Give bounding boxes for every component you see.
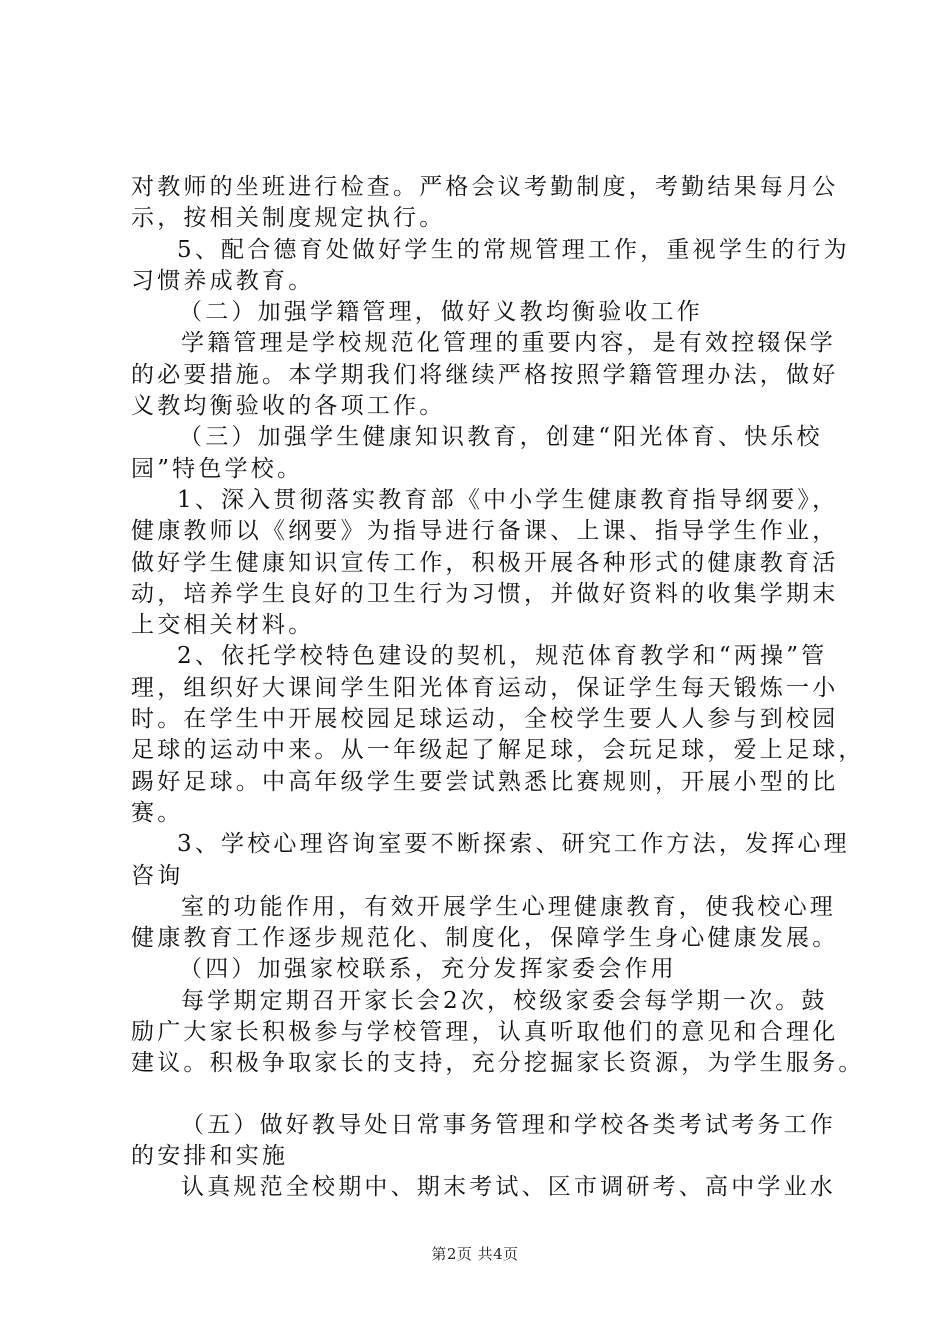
text-line: 认真规范全校期中、期末考试、区市调研考、高中学业水 xyxy=(181,1174,836,1201)
text-line: 2、依托学校特色建设的契机，规范体育教学和“两操”管 xyxy=(177,643,828,670)
page-footer xyxy=(0,1243,950,1264)
text-line: 健康教师以《纲要》为指导进行备课、上课、指导学生作业， xyxy=(131,518,839,545)
document-body xyxy=(131,172,865,1204)
section-heading: （二）加强学籍管理，做好义教均衡验收工作 xyxy=(179,299,703,326)
text-line: 义教均衡验收的各项工作。 xyxy=(131,393,446,420)
text-line: 园”特色学校。 xyxy=(131,455,304,482)
text-line: 1、深入贯彻落实教育部《中小学生健康教育指导纲要》， xyxy=(177,486,839,513)
text-line: 对教师的坐班进行检查。严格会议考勤制度，考勤结果每月公 xyxy=(131,174,839,200)
text-line: 室的功能作用，有效开展学生心理健康教育，使我校心理 xyxy=(181,893,836,920)
text-line: 咨询 xyxy=(131,862,184,889)
text-line: 5、配合德育处做好学生的常规管理工作，重视学生的行为 xyxy=(177,236,850,263)
page-number-label: 第2页 共4页 xyxy=(431,1245,519,1263)
text-line: 建议。积极争取家长的支持，充分挖掘家长资源，为学生服务。 xyxy=(131,1050,865,1077)
text-line: 足球的运动中来。从一年级起了解足球，会玩足球，爱上足球， xyxy=(131,737,865,764)
text-line: 的必要措施。本学期我们将继续严格按照学籍管理办法，做好 xyxy=(131,361,839,388)
text-line: 理，组织好大课间学生阳光体育运动，保证学生每天锻炼一小 xyxy=(131,674,839,701)
text-line: 赛。 xyxy=(131,799,184,826)
text-line: 每学期定期召开家长会2次，校级家委会每学期一次。鼓 xyxy=(181,987,828,1014)
text-line: 踢好足球。中高年级学生要尝试熟悉比赛规则，开展小型的比 xyxy=(131,768,839,795)
section-heading: （三）加强学生健康知识教育，创建“阳光体育、快乐校 xyxy=(179,424,823,451)
section-heading: （四）加强家校联系，充分发挥家委会作用 xyxy=(179,956,677,983)
text-line: 上交相关材料。 xyxy=(131,612,315,639)
text-line: 学籍管理是学校规范化管理的重要内容，是有效控辍保学 xyxy=(181,330,836,357)
text-line: 动，培养学生良好的卫生行为习惯，并做好资料的收集学期末 xyxy=(131,580,839,607)
text-line: 的安排和实施 xyxy=(131,1142,289,1169)
text-line: 做好学生健康知识宣传工作，积极开展各种形式的健康教育活 xyxy=(131,549,839,576)
text-line: 励广大家长积极参与学校管理，认真听取他们的意见和合理化 xyxy=(131,1019,839,1046)
text-line: 健康教育工作逐步规范化、制度化，保障学生身心健康发展。 xyxy=(131,925,839,952)
text-line: 习惯养成教育。 xyxy=(131,267,315,294)
paragraph-gap xyxy=(131,1080,841,1110)
text-line: 时。在学生中开展校园足球运动，全校学生要人人参与到校园 xyxy=(131,706,839,733)
text-line: 示，按相关制度规定执行。 xyxy=(131,205,446,232)
section-heading: （五）做好教导处日常事务管理和学校各类考试考务工作 xyxy=(181,1111,836,1138)
text-line: 3、学校心理咨询室要不断探索、研究工作方法，发挥心理 xyxy=(177,831,850,858)
